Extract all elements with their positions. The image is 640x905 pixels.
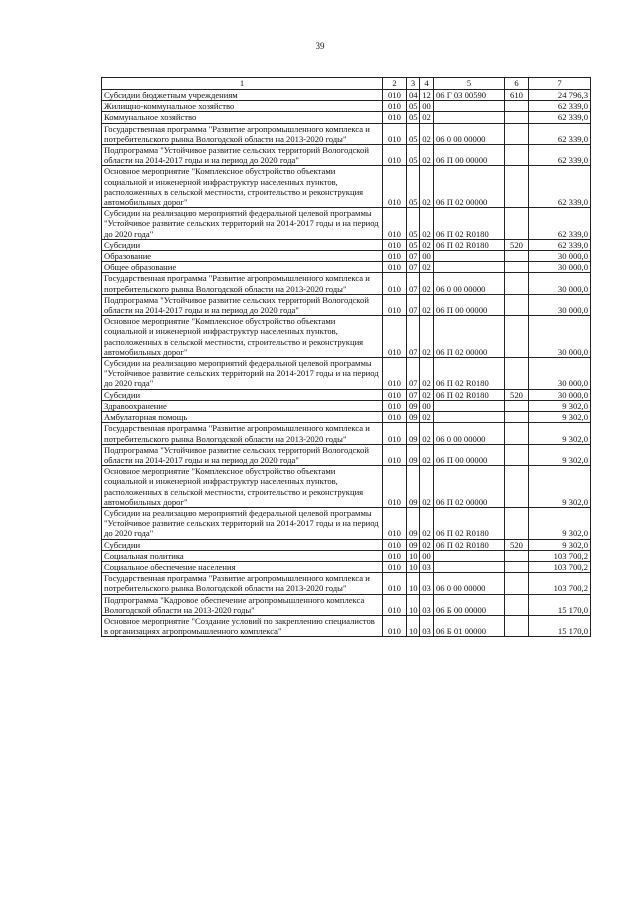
section-code-cell: 10 [407, 594, 420, 615]
subsection-code-cell: 02 [420, 208, 434, 240]
target-article-cell: 06 П 02 00000 [434, 466, 505, 508]
target-article-cell: 06 Б 01 00000 [434, 615, 505, 636]
ministry-code-cell: 010 [383, 573, 407, 594]
section-code-cell: 07 [407, 358, 420, 390]
ministry-code-cell: 010 [383, 389, 407, 400]
subsection-code-cell: 02 [420, 123, 434, 144]
ministry-code-cell: 010 [383, 239, 407, 250]
table-row [102, 550, 591, 561]
expense-type-cell [505, 273, 529, 294]
target-article-cell: 06 П 02 R0180 [434, 208, 505, 240]
amount-cell: 15 170,0 [529, 615, 591, 636]
row-name-cell: Подпрограмма "Устойчивое развитие сельских территорий Вологодской области на 2014-2017 годы и на период до 2020 года" [102, 145, 383, 166]
column-header: 3 [407, 78, 420, 90]
ministry-code-cell: 010 [383, 539, 407, 550]
amount-cell: 30 000,0 [529, 316, 591, 358]
table-row [102, 444, 591, 465]
row-name-cell: Основное мероприятие "Комплексное обустройство объектами социальной и инженерной инфраструктур населенных пунктов, расположенных в сельской местности, строительство и реконструкция автомобильных дорог" [102, 166, 383, 208]
row-name-cell: Основное мероприятие "Создание условий по закреплению специалистов в организациях агропромышленного комплекса" [102, 615, 383, 636]
amount-cell: 62 339,0 [529, 101, 591, 112]
row-name-cell: Субсидии [102, 239, 383, 250]
target-article-cell: 06 Б 00 00000 [434, 594, 505, 615]
amount-cell: 9 302,0 [529, 400, 591, 411]
amount-cell: 62 339,0 [529, 112, 591, 123]
ministry-code-cell: 010 [383, 423, 407, 444]
subsection-code-cell: 02 [420, 444, 434, 465]
expense-type-cell [505, 507, 529, 539]
amount-cell: 30 000,0 [529, 273, 591, 294]
column-header: 1 [102, 78, 383, 90]
target-article-cell [434, 400, 505, 411]
amount-cell: 62 339,0 [529, 145, 591, 166]
subsection-code-cell: 02 [420, 412, 434, 423]
amount-cell: 103 700,2 [529, 550, 591, 561]
table-row [102, 262, 591, 273]
table-row [102, 316, 591, 358]
expense-type-cell [505, 358, 529, 390]
amount-cell: 24 796,3 [529, 90, 591, 101]
section-code-cell: 07 [407, 316, 420, 358]
table-row [102, 507, 591, 539]
ministry-code-cell: 010 [383, 358, 407, 390]
subsection-code-cell: 02 [420, 358, 434, 390]
table-row [102, 208, 591, 240]
target-article-cell: 06 П 02 R0180 [434, 507, 505, 539]
row-name-cell: Образование [102, 251, 383, 262]
row-name-cell: Социальная политика [102, 550, 383, 561]
subsection-code-cell: 02 [420, 294, 434, 315]
amount-cell: 62 339,0 [529, 239, 591, 250]
subsection-code-cell: 03 [420, 573, 434, 594]
table-row [102, 423, 591, 444]
ministry-code-cell: 010 [383, 208, 407, 240]
amount-cell: 9 302,0 [529, 423, 591, 444]
table-row [102, 358, 591, 390]
expense-type-cell [505, 166, 529, 208]
section-code-cell: 09 [407, 466, 420, 508]
row-name-cell: Субсидии [102, 539, 383, 550]
column-header: 5 [434, 78, 505, 90]
row-name-cell: Государственная программа "Развитие агропромышленного комплекса и потребительского рынка Вологодской области на 2013-2020 годы" [102, 273, 383, 294]
ministry-code-cell: 010 [383, 507, 407, 539]
table-row [102, 123, 591, 144]
row-name-cell: Подпрограмма "Кадровое обеспечение агропромышленного комплекса Вологодской области на 2013-2020 годы" [102, 594, 383, 615]
section-code-cell: 09 [407, 423, 420, 444]
row-name-cell: Основное мероприятие "Комплексное обустройство объектами социальной и инженерной инфраструктур населенных пунктов, расположенных в сельской местности, строительство и реконструкция автомобильных дорог" [102, 316, 383, 358]
ministry-code-cell: 010 [383, 444, 407, 465]
subsection-code-cell: 00 [420, 101, 434, 112]
row-name-cell: Субсидии на реализацию мероприятий федеральной целевой программы "Устойчивое развитие сельских территорий на 2014-2017 годы и на период до 2020 года" [102, 358, 383, 390]
row-name-cell: Подпрограмма "Устойчивое развитие сельских территорий Вологодской области на 2014-2017 годы и на период до 2020 года" [102, 294, 383, 315]
expense-type-cell [505, 444, 529, 465]
target-article-cell: 06 П 00 00000 [434, 145, 505, 166]
section-code-cell: 10 [407, 550, 420, 561]
target-article-cell [434, 262, 505, 273]
section-code-cell: 07 [407, 251, 420, 262]
ministry-code-cell: 010 [383, 466, 407, 508]
section-code-cell: 05 [407, 166, 420, 208]
section-code-cell: 09 [407, 412, 420, 423]
column-header: 4 [420, 78, 434, 90]
ministry-code-cell: 010 [383, 123, 407, 144]
target-article-cell: 06 П 02 00000 [434, 166, 505, 208]
target-article-cell: 06 0 00 00000 [434, 423, 505, 444]
table-row [102, 466, 591, 508]
subsection-code-cell: 00 [420, 251, 434, 262]
target-article-cell: 06 0 00 00000 [434, 123, 505, 144]
amount-cell: 103 700,2 [529, 561, 591, 572]
target-article-cell: 06 П 02 R0180 [434, 239, 505, 250]
ministry-code-cell: 010 [383, 112, 407, 123]
ministry-code-cell: 010 [383, 262, 407, 273]
target-article-cell [434, 561, 505, 572]
row-name-cell: Субсидии бюджетным учреждениям [102, 90, 383, 101]
amount-cell: 9 302,0 [529, 507, 591, 539]
section-code-cell: 09 [407, 444, 420, 465]
row-name-cell: Государственная программа "Развитие агропромышленного комплекса и потребительского рынка Вологодской области на 2013-2020 годы" [102, 123, 383, 144]
expense-type-cell [505, 615, 529, 636]
ministry-code-cell: 010 [383, 615, 407, 636]
section-code-cell: 05 [407, 101, 420, 112]
section-code-cell: 05 [407, 112, 420, 123]
row-name-cell: Основное мероприятие "Комплексное обустройство объектами социальной и инженерной инфраструктур населенных пунктов, расположенных в сельской местности, строительство и реконструкция автомобильных дорог" [102, 466, 383, 508]
amount-cell: 62 339,0 [529, 166, 591, 208]
target-article-cell [434, 412, 505, 423]
table-row [102, 101, 591, 112]
section-code-cell: 10 [407, 561, 420, 572]
expense-type-cell [505, 423, 529, 444]
target-article-cell: 06 Г 03 00590 [434, 90, 505, 101]
section-code-cell: 09 [407, 400, 420, 411]
expense-type-cell [505, 208, 529, 240]
ministry-code-cell: 010 [383, 251, 407, 262]
ministry-code-cell: 010 [383, 316, 407, 358]
expense-type-cell [505, 262, 529, 273]
ministry-code-cell: 010 [383, 400, 407, 411]
amount-cell: 62 339,0 [529, 208, 591, 240]
expense-type-cell [505, 466, 529, 508]
table-row [102, 412, 591, 423]
subsection-code-cell: 00 [420, 550, 434, 561]
amount-cell: 15 170,0 [529, 594, 591, 615]
target-article-cell: 06 П 02 R0180 [434, 539, 505, 550]
expense-type-cell: 520 [505, 539, 529, 550]
ministry-code-cell: 010 [383, 561, 407, 572]
subsection-code-cell: 02 [420, 273, 434, 294]
row-name-cell: Здравоохранение [102, 400, 383, 411]
expense-type-cell [505, 412, 529, 423]
ministry-code-cell: 010 [383, 90, 407, 101]
table-row [102, 145, 591, 166]
row-name-cell: Амбулаторная помощь [102, 412, 383, 423]
row-name-cell: Субсидии [102, 389, 383, 400]
expense-type-cell: 610 [505, 90, 529, 101]
ministry-code-cell: 010 [383, 166, 407, 208]
row-name-cell: Общее образование [102, 262, 383, 273]
expense-type-cell [505, 594, 529, 615]
subsection-code-cell: 02 [420, 389, 434, 400]
expense-type-cell: 520 [505, 239, 529, 250]
table-row [102, 539, 591, 550]
target-article-cell [434, 550, 505, 561]
expense-type-cell [505, 400, 529, 411]
expense-type-cell [505, 573, 529, 594]
target-article-cell: 06 0 00 00000 [434, 573, 505, 594]
section-code-cell: 05 [407, 145, 420, 166]
subsection-code-cell: 00 [420, 400, 434, 411]
target-article-cell: 06 П 02 R0180 [434, 358, 505, 390]
ministry-code-cell: 010 [383, 294, 407, 315]
amount-cell: 30 000,0 [529, 251, 591, 262]
row-name-cell: Государственная программа "Развитие агропромышленного комплекса и потребительского рынка Вологодской области на 2013-2020 годы" [102, 423, 383, 444]
expense-type-cell: 520 [505, 389, 529, 400]
subsection-code-cell: 03 [420, 615, 434, 636]
table-row [102, 294, 591, 315]
row-name-cell: Субсидии на реализацию мероприятий федеральной целевой программы "Устойчивое развитие сельских территорий на 2014-2017 годы и на период до 2020 года" [102, 208, 383, 240]
expense-type-cell [505, 561, 529, 572]
row-name-cell: Субсидии на реализацию мероприятий федеральной целевой программы "Устойчивое развитие сельских территорий на 2014-2017 годы и на период до 2020 года" [102, 507, 383, 539]
section-code-cell: 07 [407, 262, 420, 273]
amount-cell: 9 302,0 [529, 539, 591, 550]
table-row [102, 166, 591, 208]
table-row [102, 273, 591, 294]
target-article-cell [434, 251, 505, 262]
ministry-code-cell: 010 [383, 145, 407, 166]
amount-cell: 30 000,0 [529, 389, 591, 400]
subsection-code-cell: 02 [420, 145, 434, 166]
ministry-code-cell: 010 [383, 101, 407, 112]
table-row [102, 389, 591, 400]
amount-cell: 30 000,0 [529, 358, 591, 390]
page-number: 39 [315, 41, 325, 51]
section-code-cell: 09 [407, 539, 420, 550]
table-row [102, 400, 591, 411]
subsection-code-cell: 02 [420, 112, 434, 123]
amount-cell: 9 302,0 [529, 466, 591, 508]
subsection-code-cell: 02 [420, 507, 434, 539]
table-row [102, 615, 591, 636]
ministry-code-cell: 010 [383, 273, 407, 294]
row-name-cell: Жилищно-коммунальное хозяйство [102, 101, 383, 112]
target-article-cell: 06 П 02 R0180 [434, 389, 505, 400]
amount-cell: 30 000,0 [529, 262, 591, 273]
ministry-code-cell: 010 [383, 550, 407, 561]
section-code-cell: 07 [407, 389, 420, 400]
section-code-cell: 05 [407, 123, 420, 144]
row-name-cell: Государственная программа "Развитие агропромышленного комплекса и потребительского рынка Вологодской области на 2013-2020 годы" [102, 573, 383, 594]
ministry-code-cell: 010 [383, 412, 407, 423]
subsection-code-cell: 02 [420, 423, 434, 444]
target-article-cell: 06 П 00 00000 [434, 294, 505, 315]
table-header-row [102, 78, 591, 90]
section-code-cell: 05 [407, 208, 420, 240]
subsection-code-cell: 02 [420, 262, 434, 273]
column-header: 7 [529, 78, 591, 90]
table-row [102, 251, 591, 262]
amount-cell: 30 000,0 [529, 294, 591, 315]
table-row [102, 112, 591, 123]
subsection-code-cell: 03 [420, 561, 434, 572]
ministry-code-cell: 010 [383, 594, 407, 615]
budget-table [101, 77, 591, 637]
expense-type-cell [505, 550, 529, 561]
amount-cell: 103 700,2 [529, 573, 591, 594]
expense-type-cell [505, 251, 529, 262]
table-row [102, 90, 591, 101]
expense-type-cell [505, 112, 529, 123]
table-row [102, 239, 591, 250]
section-code-cell: 10 [407, 615, 420, 636]
subsection-code-cell: 02 [420, 166, 434, 208]
table-row [102, 594, 591, 615]
section-code-cell: 07 [407, 273, 420, 294]
section-code-cell: 07 [407, 294, 420, 315]
section-code-cell: 09 [407, 507, 420, 539]
section-code-cell: 10 [407, 573, 420, 594]
amount-cell: 9 302,0 [529, 444, 591, 465]
target-article-cell [434, 101, 505, 112]
subsection-code-cell: 02 [420, 466, 434, 508]
target-article-cell [434, 112, 505, 123]
subsection-code-cell: 02 [420, 239, 434, 250]
target-article-cell: 06 П 02 00000 [434, 316, 505, 358]
amount-cell: 62 339,0 [529, 123, 591, 144]
subsection-code-cell: 02 [420, 316, 434, 358]
column-header: 6 [505, 78, 529, 90]
section-code-cell: 05 [407, 239, 420, 250]
table-row [102, 561, 591, 572]
subsection-code-cell: 02 [420, 539, 434, 550]
column-header: 2 [383, 78, 407, 90]
row-name-cell: Подпрограмма "Устойчивое развитие сельских территорий Вологодской области на 2014-2017 годы и на период до 2020 года" [102, 444, 383, 465]
expense-type-cell [505, 101, 529, 112]
expense-type-cell [505, 123, 529, 144]
expense-type-cell [505, 316, 529, 358]
subsection-code-cell: 12 [420, 90, 434, 101]
table-row [102, 573, 591, 594]
row-name-cell: Коммунальное хозяйство [102, 112, 383, 123]
expense-type-cell [505, 145, 529, 166]
target-article-cell: 06 П 00 00000 [434, 444, 505, 465]
row-name-cell: Социальное обеспечение населения [102, 561, 383, 572]
amount-cell: 9 302,0 [529, 412, 591, 423]
section-code-cell: 04 [407, 90, 420, 101]
subsection-code-cell: 03 [420, 594, 434, 615]
target-article-cell: 06 0 00 00000 [434, 273, 505, 294]
expense-type-cell [505, 294, 529, 315]
